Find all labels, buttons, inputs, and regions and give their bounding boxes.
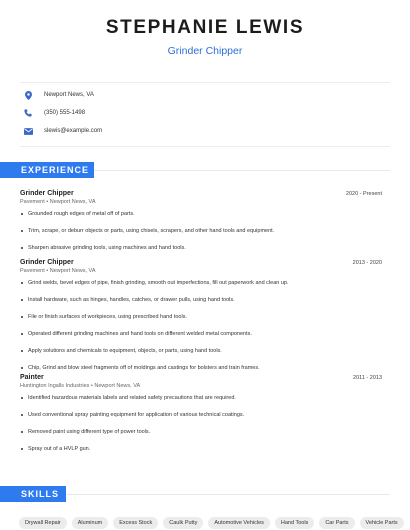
duty-item: Sharpen abrasive grinding tools, using machines and hand tools. — [20, 245, 382, 251]
experience-heading: EXPERIENCE — [0, 162, 94, 178]
resume-header — [0, 0, 410, 57]
job-duties — [20, 280, 382, 371]
duty-item: Operated different grinding machines and hand tools on different welded metal components. — [20, 331, 382, 337]
job-entry — [20, 259, 382, 382]
skill-tag: Caulk Putty — [163, 517, 203, 529]
duty-item: Chip, Grind and blow steel fragments off of moldings and castings for bolsters and train frames. — [20, 365, 382, 371]
skills-list — [19, 517, 404, 529]
skills-divider — [66, 494, 390, 495]
skill-tag: Hand Tools — [275, 517, 314, 529]
duty-item: Trim, scrape, or deburr objects or parts, using chisels, scrapers, and other hand tools and equipment. — [20, 228, 382, 234]
duty-item: Grind welds, bevel edges of pipe, finish grinding, smooth out imperfections, fill out paperwork and clean up. — [20, 280, 382, 286]
candidate-title: Grinder Chipper — [167, 45, 243, 57]
contact-email — [20, 122, 390, 140]
duty-item: Grounded rough edges of metal off of parts. — [20, 211, 382, 217]
location-text: Newport News, VA — [44, 92, 94, 98]
job-dates: 2020 - Present — [345, 191, 382, 197]
job-dates: 2011 - 2013 — [353, 375, 382, 381]
skill-tag: Automotive Vehicles — [208, 517, 270, 529]
skill-tag: Vehicle Parts — [360, 517, 404, 529]
map-pin-icon — [23, 90, 33, 100]
duty-item: Used conventional spray painting equipment for application of various technical coatings. — [20, 412, 382, 418]
skill-tag: Excess Stock — [113, 517, 158, 529]
skill-tag: Drywall Repair — [19, 517, 67, 529]
duty-item: Spray out of a HVLP gun. — [20, 446, 382, 452]
contact-location — [20, 86, 390, 104]
job-employer: Huntington Ingalls Industries • Newport News, VA — [20, 383, 141, 389]
job-duties — [20, 211, 382, 251]
job-role: Painter — [20, 374, 44, 381]
contact-block — [20, 82, 390, 147]
phone-text: (350) 555-1498 — [44, 110, 86, 116]
job-role: Grinder Chipper — [20, 259, 74, 266]
job-role: Grinder Chipper — [20, 190, 74, 197]
job-employer: Pavement • Newport News, VA — [20, 268, 96, 274]
duty-item: File or finish surfaces of workpieces, using prescribed hand tools. — [20, 314, 382, 320]
experience-divider — [94, 170, 390, 171]
email-text[interactable]: slewis@example.com — [44, 128, 103, 134]
skills-heading: SKILLS — [0, 486, 66, 502]
envelope-icon — [23, 126, 33, 136]
candidate-name: STEPHANIE LEWIS — [105, 17, 305, 38]
duty-item: Install hardware, such as hinges, handles, catches, or drawer pulls, using hand tools. — [20, 297, 382, 303]
duty-item: Apply solutions and chemicals to equipment, objects, or parts, using hand tools. — [20, 348, 382, 354]
job-duties — [20, 395, 382, 452]
job-entry — [20, 374, 382, 463]
contact-phone — [20, 104, 390, 122]
duty-item: Identified hazardous materials labels and related safety precautions that are required. — [20, 395, 382, 401]
job-entry — [20, 190, 382, 262]
phone-icon — [23, 108, 33, 118]
job-employer: Pavement • Newport News, VA — [20, 199, 96, 205]
skill-tag: Aluminum — [72, 517, 108, 529]
job-dates: 2013 - 2020 — [352, 260, 382, 266]
skill-tag: Car Parts — [319, 517, 354, 529]
duty-item: Removed paint using different type of power tools. — [20, 429, 382, 435]
